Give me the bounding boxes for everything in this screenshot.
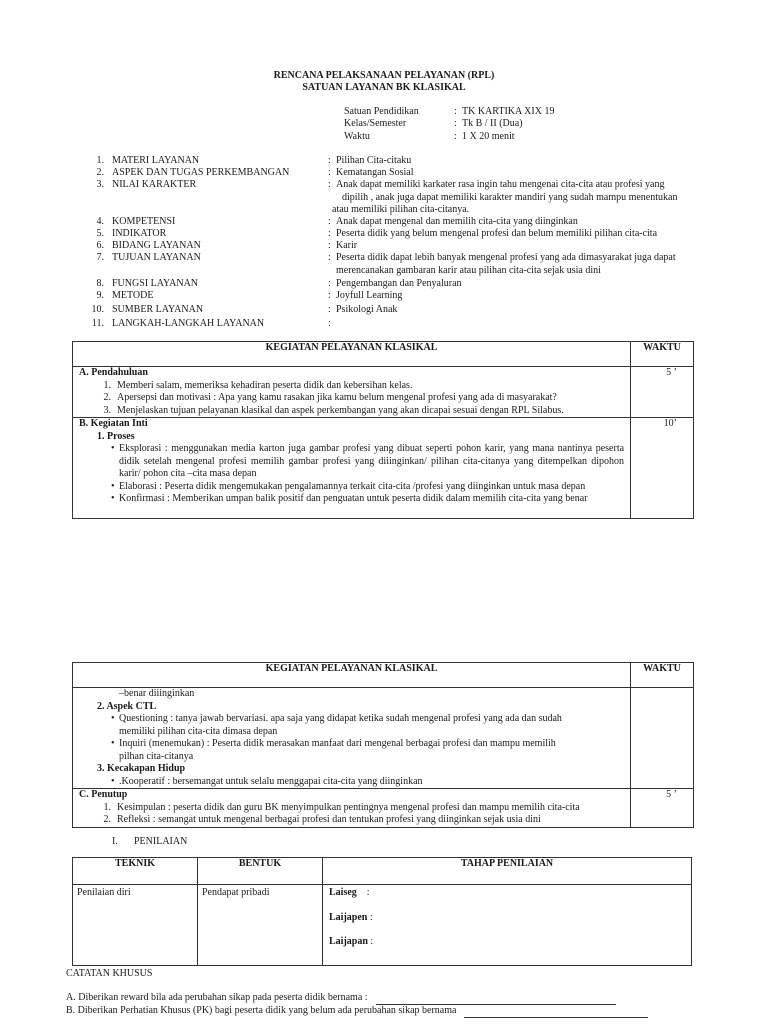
- item-value: Pilihan Cita-citaku: [336, 155, 412, 166]
- kegiatan-inti-cell: [73, 418, 631, 519]
- list-item: • Konfirmasi : Memberikan umpan balik positif dan penguatan untuk peserta didik dalam memilih cita-cita yang benar: [73, 493, 630, 506]
- item-value: [336, 252, 706, 277]
- item-number: 9.: [96, 290, 104, 301]
- heading-title: PENILAIAN: [134, 836, 188, 847]
- penutup-cell: [73, 789, 631, 828]
- item-number: 3.: [96, 179, 104, 190]
- section-title: B. Kegiatan Inti: [79, 418, 148, 429]
- teknik-value: Penilaian diri: [73, 885, 198, 966]
- item-number: 10.: [91, 304, 104, 315]
- item-value: Kematangan Sosial: [336, 167, 414, 178]
- list-item: 1. Kesimpulan : peserta didik dan guru BK menyimpulkan pentingnya mengenal profesi dan mampu memilih cita-cita: [103, 801, 580, 813]
- catatan-title: CATATAN KHUSUS: [66, 968, 153, 979]
- list-item: • Inquiri (menemukan) : Peserta didik merasakan manfaat dari mengenal berbagai profesi dan mampu memilih pilhan cita-citanya: [73, 738, 630, 763]
- item-value: Psikologi Anak: [336, 304, 398, 315]
- penilaian-table: [72, 857, 692, 966]
- subsection-title: 3. Kecakapan Hidup: [97, 763, 186, 774]
- item-indikator: 5. INDIKATOR : Peserta didik yang belum mengenal profesi dan belum memiliki pilihan cita-cita: [86, 228, 706, 241]
- kegiatan-table-2: [72, 662, 694, 828]
- col-kegiatan: KEGIATAN PELAYANAN KLASIKAL: [73, 663, 631, 688]
- item-label: MATERI LAYANAN: [112, 155, 200, 166]
- info-kelas-semester: Kelas/Semester : Tk B / II (Dua): [344, 118, 523, 129]
- subsection-title: 1. Proses: [97, 430, 135, 442]
- item-number: 5.: [96, 228, 104, 239]
- item-number: 8.: [96, 278, 104, 289]
- bentuk-value: Pendapat pribadi: [198, 885, 323, 966]
- item-label: FUNGSI LAYANAN: [112, 278, 199, 289]
- section-title: A. Pendahuluan: [79, 367, 148, 378]
- item-value: Joyfull Learning: [336, 290, 403, 301]
- item-value: [332, 179, 706, 217]
- item-value-line: Anak dapat memiliki karkater rasa ingin tahu mengenai cita-cita atau profesi yang: [336, 179, 665, 190]
- item-value-line: merencanakan gambaran karir atau pilihan cita-cita sejak usia dini: [336, 264, 601, 276]
- list-item: 2. Apersepsi dan motivasi : Apa yang kamu rasakan jika kamu belum mengenal profesi yang ada di masyarakat?: [103, 392, 557, 403]
- item-aspek: 2. ASPEK DAN TUGAS PERKEMBANGAN : Kematangan Sosial: [86, 167, 706, 180]
- penilaian-heading: [112, 836, 187, 849]
- tahap-cell: [323, 885, 692, 966]
- item-number: 11.: [91, 318, 104, 329]
- info-label: Waktu: [344, 131, 370, 142]
- item-langkah-layanan: 11. LANGKAH-LANGKAH LAYANAN :: [86, 318, 706, 331]
- tahap-laijapen: Laijapen :: [329, 911, 373, 923]
- col-bentuk: BENTUK: [198, 858, 323, 885]
- item-value-line: dipilih , anak juga dapat memiliki karakter mandiri yang sudah mampu menentukan: [342, 191, 678, 203]
- item-bidang-layanan: 6. BIDANG LAYANAN : Karir: [86, 240, 706, 253]
- item-number: 6.: [96, 240, 104, 251]
- item-number: 7.: [96, 252, 104, 263]
- item-value-line: atau memiliki pilihan cita-citanya.: [332, 204, 470, 215]
- subsection-title: 2. Aspek CTL: [97, 700, 157, 712]
- document-title: RENCANA PELAKSANAAN PELAYANAN (RPL): [273, 70, 495, 81]
- list-item: 1. Memberi salam, memeriksa kehadiran peserta didik dan kebersihan kelas.: [103, 379, 413, 391]
- continuation-text: –benar diiinginkan: [119, 688, 195, 699]
- item-metode: 9. METODE : Joyfull Learning: [86, 290, 706, 303]
- info-value: Tk B / II (Dua): [462, 118, 523, 129]
- blank-line: [376, 996, 616, 1005]
- item-value: Pengembangan dan Penyaluran: [336, 278, 462, 289]
- list-item: 2. Refleksi : semangat untuk mengenal berbagai profesi dan tentukan profesi yang diinginkan sejak usia dini: [103, 814, 541, 825]
- blank-line: [464, 1009, 648, 1018]
- catatan-a-text: A. Diberikan reward bila ada perubahan sikap pada peserta didik bernama :: [66, 992, 368, 1003]
- item-label: SUMBER LAYANAN: [112, 304, 204, 315]
- item-number: 2.: [96, 167, 104, 178]
- list-item: • .Kooperatif : bersemangat untuk selalu menggapai cita-cita yang diinginkan: [73, 776, 630, 789]
- tahap-laiseg: Laiseg :: [329, 887, 370, 898]
- list-item: • Questioning : tanya jawab bervariasi. apa saja yang didapat ketika sudah mengenal profesi yang ada dan sudah memiliki pilihan cita-cita dimasa depan: [73, 713, 630, 738]
- item-label: BIDANG LAYANAN: [112, 240, 201, 251]
- list-item: • Elaborasi : Peserta didik mengemukakan pengalamannya terkait cita-cita /profesi yang diinginkan untuk masa depan: [73, 481, 630, 494]
- section-title: C. Penutup: [79, 789, 128, 800]
- info-value: 1 X 20 menit: [462, 131, 515, 142]
- col-waktu: WAKTU: [631, 342, 694, 367]
- waktu-value: 5 ’: [631, 367, 694, 418]
- col-teknik: TEKNIK: [73, 858, 198, 885]
- info-value: TK KARTIKA XIX 19: [462, 106, 555, 117]
- document-subtitle: SATUAN LAYANAN BK KLASIKAL: [302, 82, 466, 93]
- item-value: Karir: [336, 240, 358, 251]
- waktu-value: 5 ’: [631, 789, 694, 828]
- item-nilai-karakter: 3. NILAI KARAKTER : Anak dapat memiliki karkater rasa ingin tahu mengenai cita-cita atau profesi yang dipilih , anak juga dapat memiliki karakter mandiri yang sudah mampu menentukan atau memiliki pilihan cita-citanya.: [86, 179, 706, 217]
- item-value-line: Peserta didik dapat lebih banyak mengenal profesi yang ada dimasyarakat juga dapat: [336, 252, 676, 263]
- waktu-empty: [631, 688, 694, 789]
- item-label: LANGKAH-LANGKAH LAYANAN: [112, 318, 265, 329]
- col-tahap: TAHAP PENILAIAN: [323, 858, 692, 885]
- item-label: METODE: [112, 290, 154, 301]
- item-number: 4.: [96, 216, 104, 227]
- info-satuan-pendidikan: Satuan Pendidikan : TK KARTIKA XIX 19: [344, 106, 555, 117]
- pendahuluan-cell: [73, 367, 631, 418]
- item-sumber-layanan: 10. SUMBER LAYANAN : Psikologi Anak: [86, 304, 706, 317]
- item-number: 1.: [96, 155, 104, 166]
- item-label: KOMPETENSI: [112, 216, 176, 227]
- info-label: Kelas/Semester: [344, 118, 407, 129]
- item-label: ASPEK DAN TUGAS PERKEMBANGAN: [112, 167, 290, 178]
- heading-number: I.: [112, 836, 118, 847]
- item-value: [336, 318, 706, 331]
- kegiatan-lanjutan-cell: [73, 688, 631, 789]
- info-label: Satuan Pendidikan: [344, 106, 419, 117]
- item-tujuan-layanan: 7. TUJUAN LAYANAN : Peserta didik dapat lebih banyak mengenal profesi yang ada dimasyarakat juga dapat merencanakan gambaran karir atau pilihan cita-cita sejak usia dini: [86, 252, 706, 277]
- item-materi-layanan: 1. MATERI LAYANAN : Pilihan Cita-citaku: [86, 155, 706, 168]
- list-item: 3. Menjelaskan tujuan pelayanan klasikal dan aspek perkembangan yang akan dicapai sesuai dengan RPL Silabus.: [103, 404, 564, 416]
- item-label: NILAI KARAKTER: [112, 179, 197, 190]
- catatan-a: [66, 992, 616, 1005]
- tahap-laijapan: Laijapan :: [329, 936, 374, 947]
- item-value: Anak dapat mengenal dan memilih cita-cita yang diinginkan: [336, 216, 578, 227]
- item-label: INDIKATOR: [112, 228, 167, 239]
- kegiatan-table-1: [72, 341, 694, 519]
- col-waktu: WAKTU: [631, 663, 694, 688]
- item-kompetensi: 4. KOMPETENSI : Anak dapat mengenal dan memilih cita-cita yang diinginkan: [86, 216, 706, 229]
- item-label: TUJUAN LAYANAN: [112, 252, 201, 263]
- col-kegiatan: KEGIATAN PELAYANAN KLASIKAL: [73, 342, 631, 367]
- info-waktu: Waktu : 1 X 20 menit: [344, 131, 515, 142]
- catatan-b: [66, 1005, 648, 1018]
- waktu-value: 10’: [631, 418, 694, 519]
- item-fungsi-layanan: 8. FUNGSI LAYANAN : Pengembangan dan Penyaluran: [86, 278, 706, 291]
- catatan-b-text: B. Diberikan Perhatian Khusus (PK) bagi peserta didik yang belum ada perubahan sikap bernama: [66, 1005, 457, 1016]
- list-item: • Eksplorasi : menggunakan media karton juga gambar profesi yang dibuat seperti pohon karir, yang mana nantinya peserta didik setelah mengenal profesi memilih gambar profesi yang diiinginkan/ pilihan cita-citanya yang ditempelkan dipohon karir/ pohon cita –cita masa depan: [73, 443, 630, 481]
- item-value: Peserta didik yang belum mengenal profesi dan belum memiliki pilihan cita-cita: [336, 228, 658, 239]
